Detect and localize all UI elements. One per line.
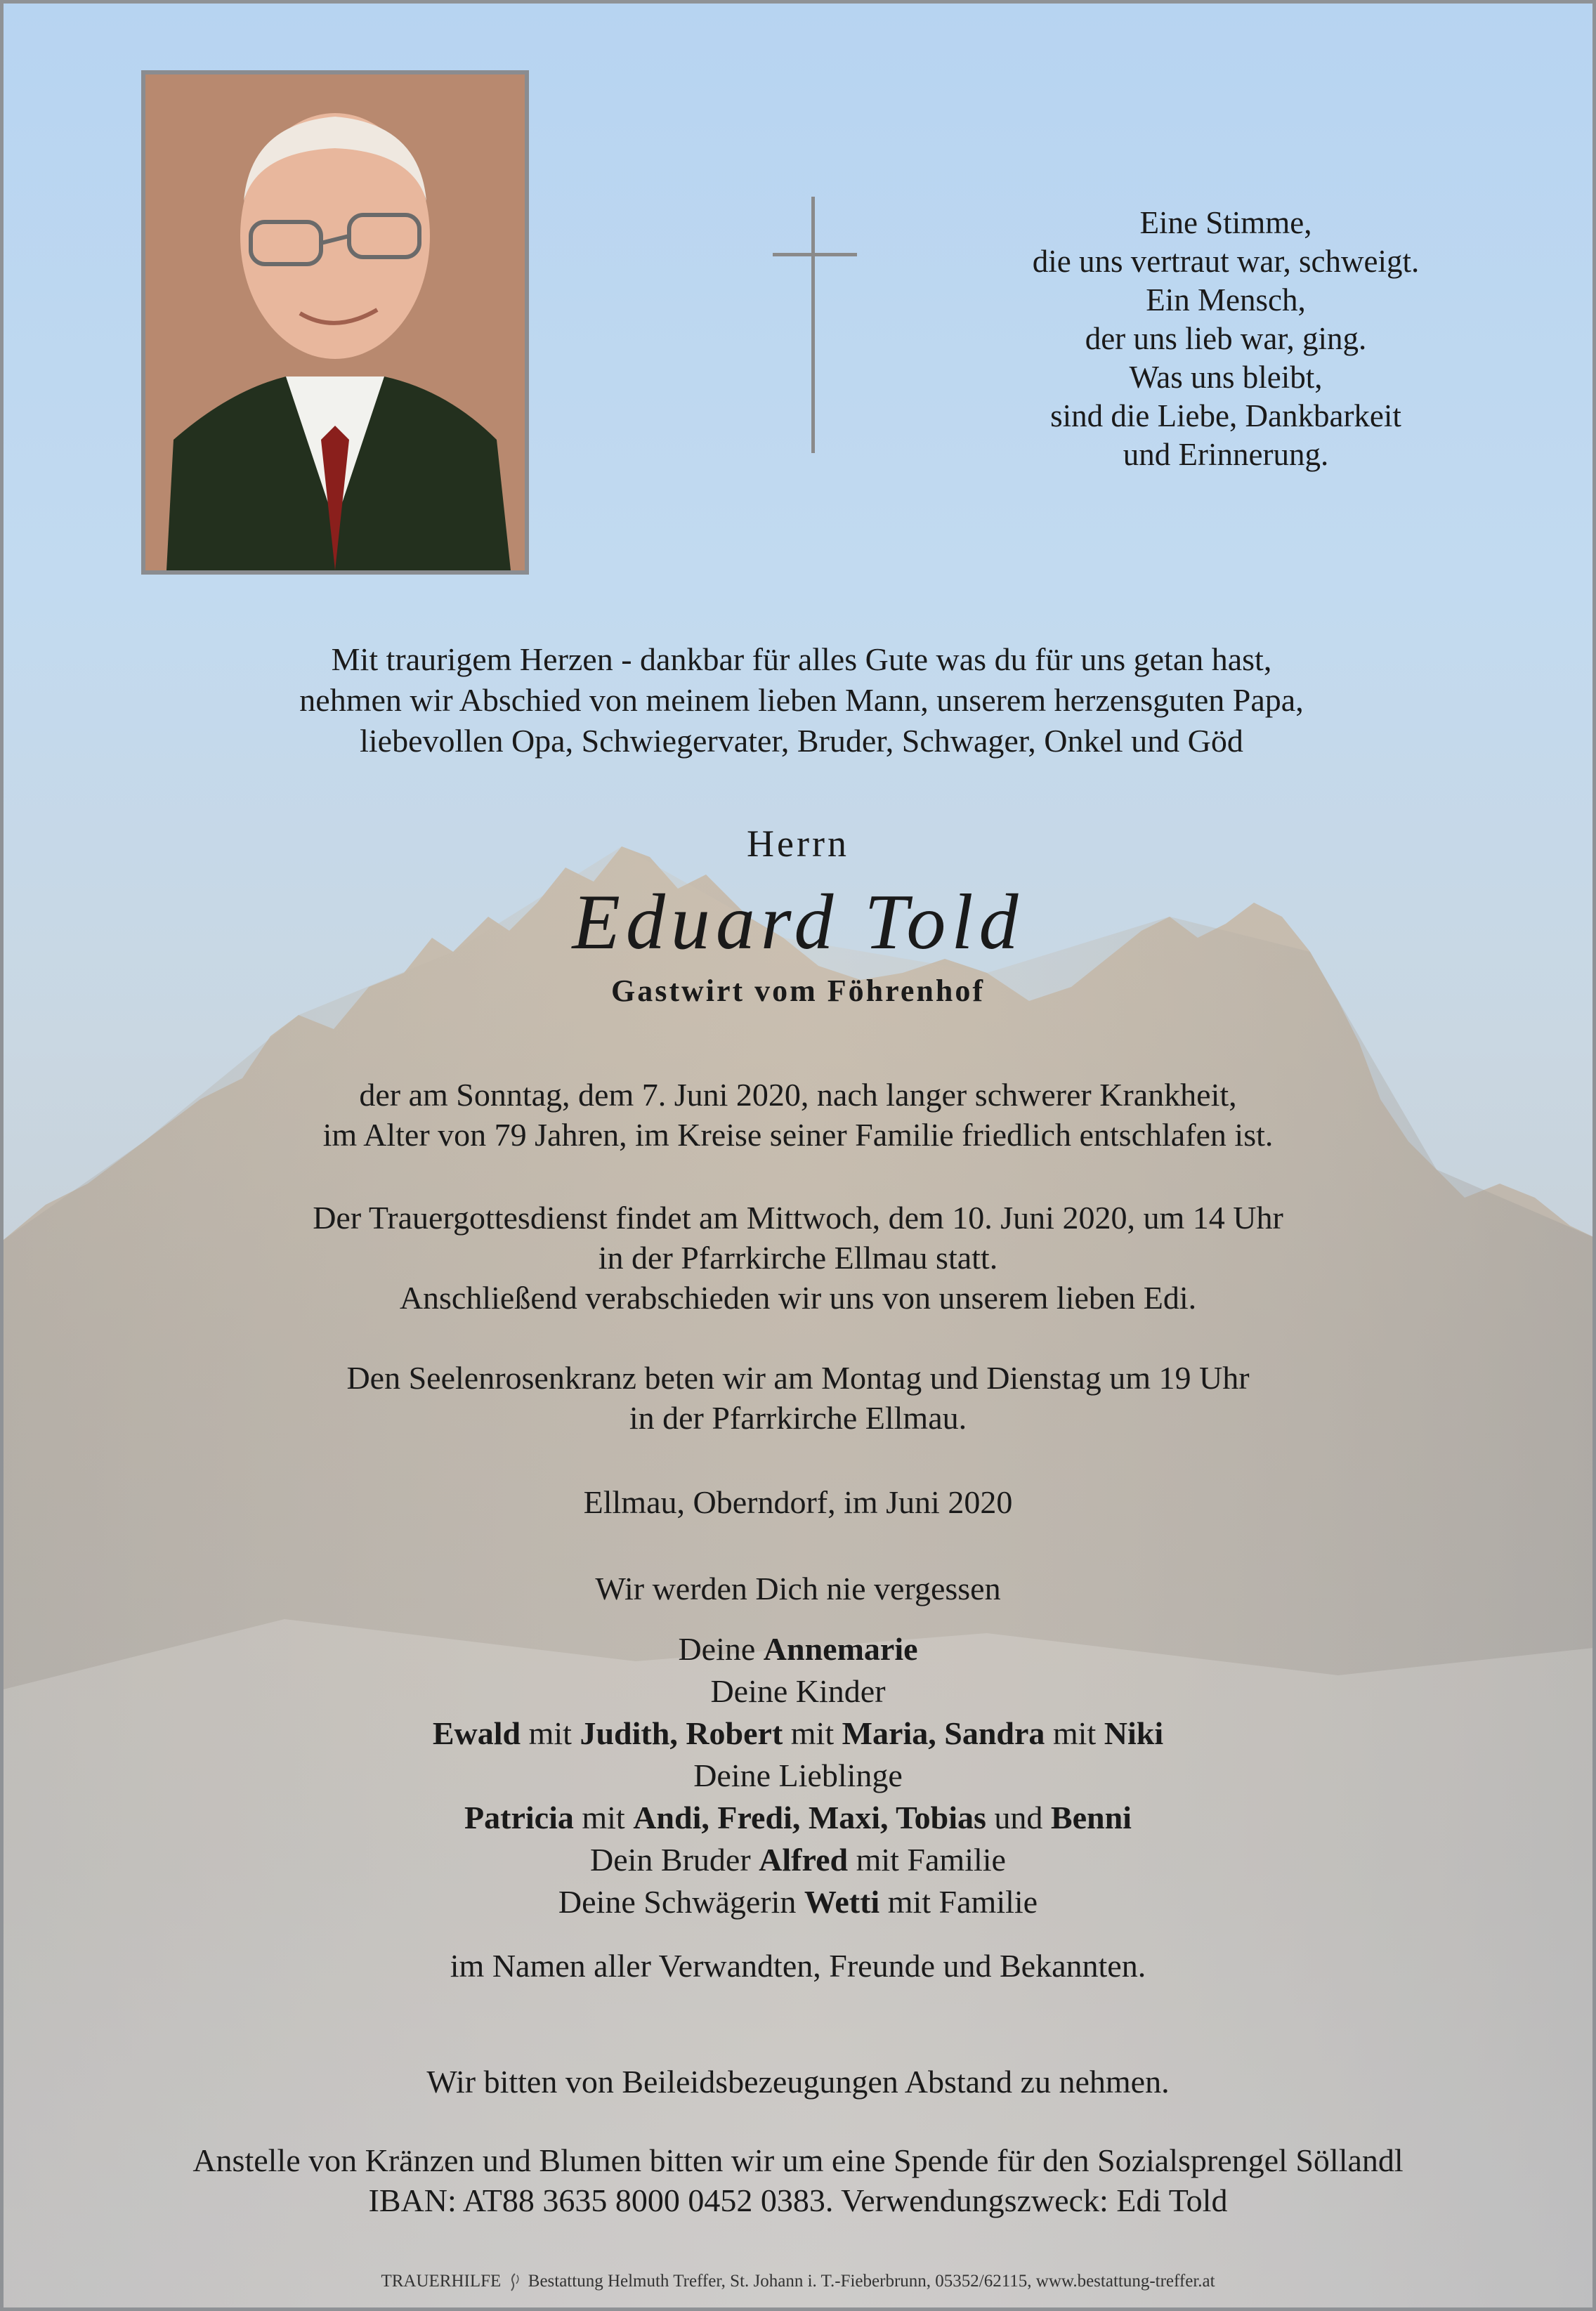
death-line: im Alter von 79 Jahren, im Kreise seiner Familie friedlich entschlafen ist. [322, 1117, 1274, 1153]
donation-line: Anstelle von Kränzen und Blumen bitten wir um eine Spende für den Sozialsprengel Söllandl [192, 2142, 1404, 2178]
poem-line: Was uns bleibt, [1129, 360, 1323, 395]
deceased-occupation: Gastwirt vom Föhrenhof [610, 974, 986, 1008]
grandchild-name: Patricia [464, 1800, 574, 1835]
grandchildren-label: Deine Lieblinge [693, 1757, 903, 1793]
footer-text: Bestattung Helmuth Treffer, St. Johann i. T.-Fieberbrunn, 05352/62115, www.bestattung-treffer.at [528, 2272, 1215, 2291]
child-name: Niki [1104, 1715, 1164, 1751]
brother-line [4, 1839, 1592, 1881]
service-line: in der Pfarrkirche Ellmau statt. [598, 1240, 998, 1276]
poem-line: die uns vertraut war, schweigt. [1032, 244, 1420, 279]
memorial-poem [973, 204, 1479, 474]
children-label: Deine Kinder [710, 1673, 886, 1709]
child-name: Maria, Sandra [842, 1715, 1045, 1751]
connector: und [986, 1800, 1051, 1835]
children-line [4, 1713, 1592, 1755]
intro-line: Mit traurigem Herzen - dankbar für alles Gute was du für uns getan hast, [331, 641, 1272, 677]
footer [4, 2272, 1592, 2292]
poem-line: Eine Stimme, [1139, 205, 1312, 240]
place-date: Ellmau, Oberndorf, im Juni 2020 [583, 1484, 1013, 1520]
poem-line: sind die Liebe, Dankbarkeit [1050, 398, 1401, 433]
cross-icon [773, 197, 857, 453]
mourners-list [4, 1628, 1592, 1923]
service-line: Der Trauergottesdienst findet am Mittwoch, dem 10. Juni 2020, um 14 Uhr [313, 1200, 1283, 1236]
rosary-info [4, 1358, 1592, 1438]
death-announcement [4, 1075, 1592, 1155]
donation-line: IBAN: AT88 3635 8000 0452 0383. Verwendungszweck: Edi Told [368, 2182, 1228, 2218]
child-name: Judith, Robert [580, 1715, 783, 1751]
grandchildren-line [4, 1797, 1592, 1839]
salutation: Herrn [747, 823, 849, 865]
connector: mit [1045, 1715, 1104, 1751]
child-name: Ewald [432, 1715, 521, 1751]
brother-prefix: Dein Bruder [590, 1842, 759, 1878]
intro-line: liebevollen Opa, Schwiegervater, Bruder, Schwager, Onkel und Göd [360, 723, 1243, 759]
footer-brand: TRAUERHILFE [381, 2272, 502, 2291]
condolence-request: Wir bitten von Beileidsbezeugungen Abstand zu nehmen. [426, 2064, 1170, 2100]
portrait-image [145, 74, 525, 570]
connector: mit [573, 1800, 634, 1835]
poem-line: der uns lieb war, ging. [1085, 321, 1367, 356]
never-forget-line: Wir werden Dich nie vergessen [595, 1571, 1001, 1606]
service-line: Anschließend verabschieden wir uns von unserem lieben Edi. [399, 1280, 1197, 1316]
rosary-line: in der Pfarrkirche Ellmau. [629, 1400, 967, 1436]
wife-prefix: Deine [678, 1631, 764, 1667]
poem-line: und Erinnerung. [1123, 437, 1329, 472]
grandchild-name: Benni [1050, 1800, 1132, 1835]
death-line: der am Sonntag, dem 7. Juni 2020, nach langer schwerer Krankheit, [359, 1077, 1237, 1113]
portrait-photo [141, 70, 529, 575]
rosary-line: Den Seelenrosenkranz beten wir am Montag und Dienstag um 19 Uhr [346, 1360, 1250, 1396]
relatives-line: im Namen aller Verwandten, Freunde und Bekannten. [450, 1948, 1146, 1984]
funeral-service-info [4, 1198, 1592, 1318]
brother-name: Alfred [759, 1842, 849, 1878]
wife-line [4, 1628, 1592, 1670]
intro-text [109, 639, 1494, 761]
sister-in-law-name: Wetti [804, 1884, 880, 1920]
poem-line: Ein Mensch, [1146, 282, 1306, 317]
deceased-name: Eduard Told [572, 879, 1024, 966]
sister-in-law-prefix: Deine Schwägerin [558, 1884, 804, 1920]
grandchild-name: Andi, Fredi, Maxi, Tobias [633, 1800, 986, 1835]
connector: mit [783, 1715, 842, 1751]
sister-in-law-suffix: mit Familie [879, 1884, 1038, 1920]
wife-name: Annemarie [763, 1631, 918, 1667]
undertaker-logo-icon [509, 2272, 521, 2292]
intro-line: nehmen wir Abschied von meinem lieben Mann, unserem herzensguten Papa, [299, 682, 1304, 718]
donation-info [4, 2140, 1592, 2220]
brother-suffix: mit Familie [848, 1842, 1006, 1878]
connector: mit [521, 1715, 580, 1751]
sister-in-law-line [4, 1881, 1592, 1923]
